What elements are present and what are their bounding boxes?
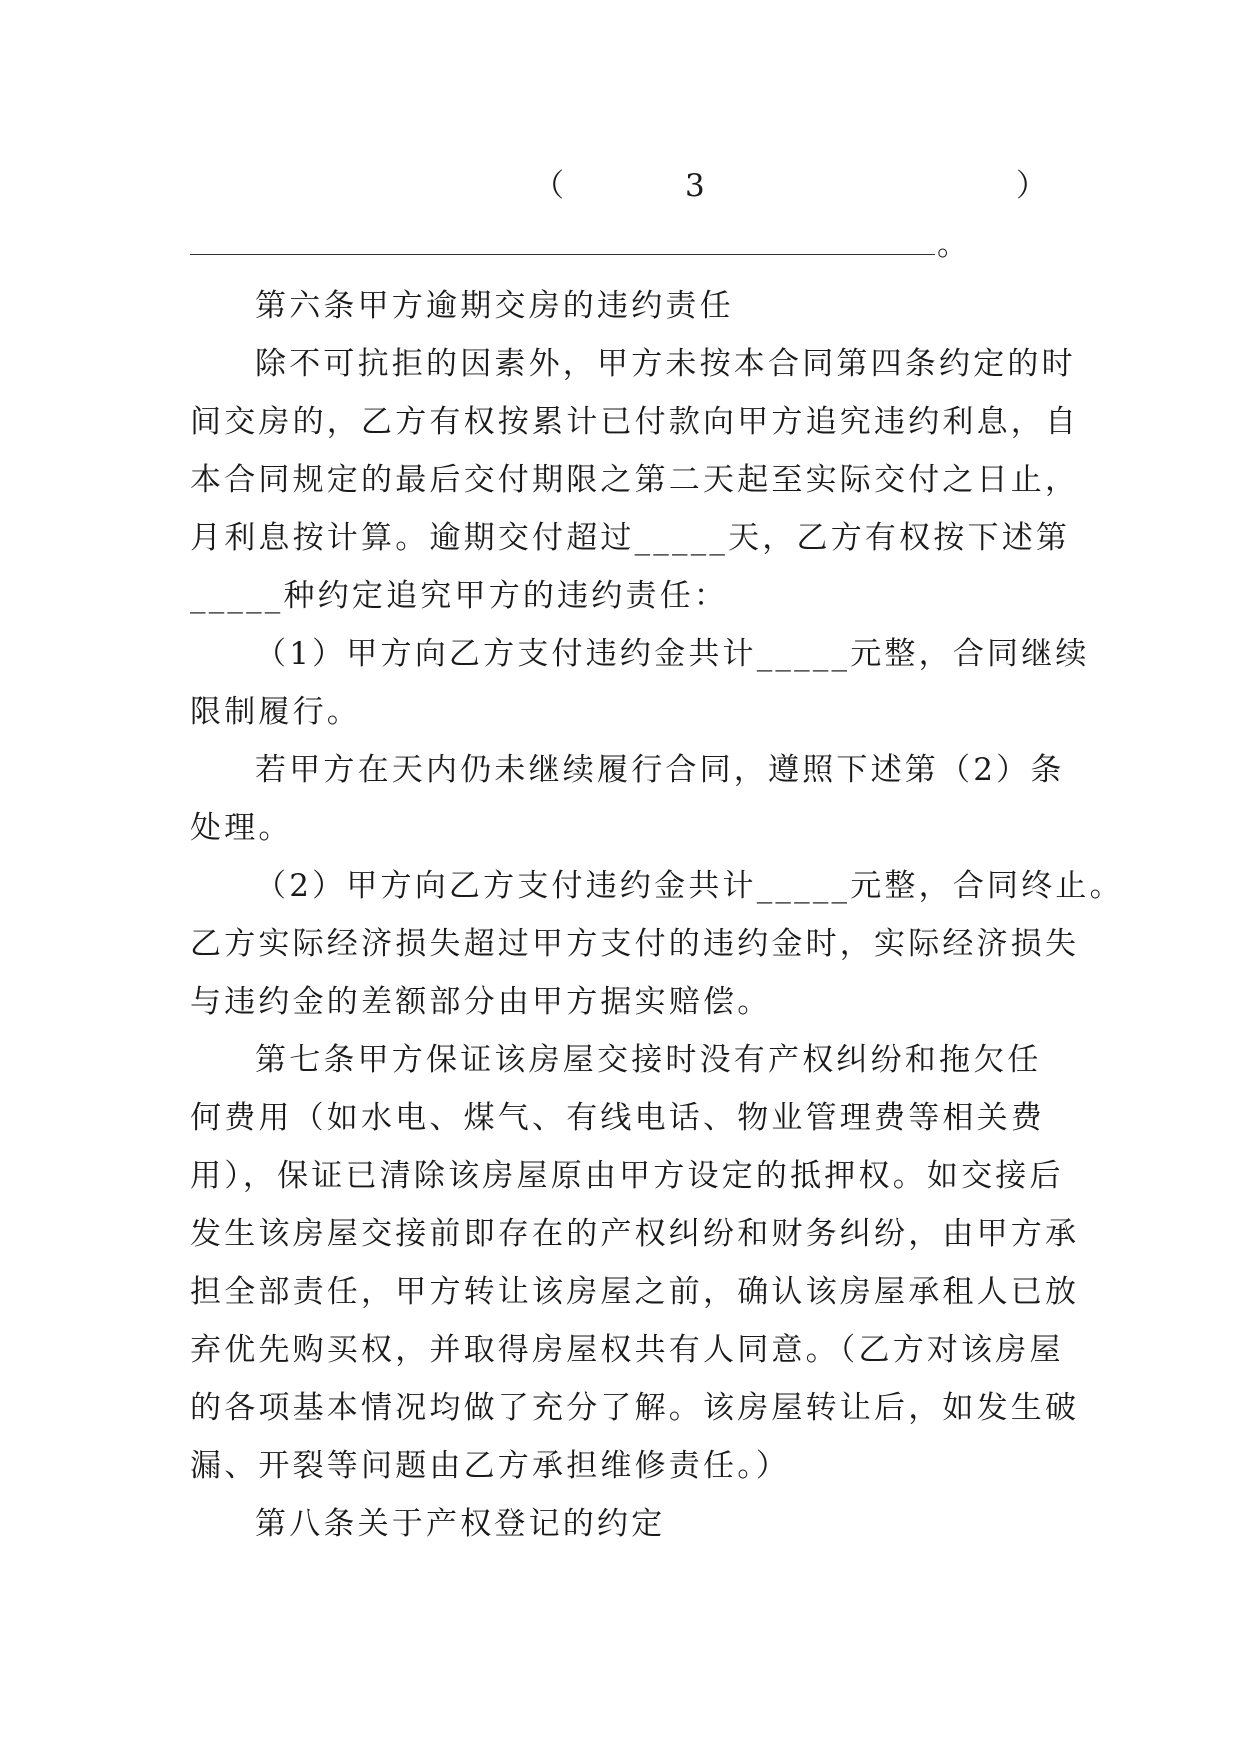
paragraph-line: 漏、开裂等问题由乙方承担维修责任。） [190, 1448, 791, 1484]
article-7-text: 第七条甲方保证该房屋交接时没有产权纠纷和拖欠任 [255, 1042, 1042, 1078]
clause-number: 3 [685, 168, 705, 204]
paragraph-line: 除不可抗拒的因素外，甲方未按本合同第四条约定的时 [255, 346, 1076, 382]
paragraph-line: _____种约定追究甲方的违约责任： [190, 578, 729, 614]
paragraph-line: 担全部责任，甲方转让该房屋之前，确认该房屋承租人已放 [190, 1274, 1080, 1310]
clause-number-row [190, 166, 1060, 206]
paragraph-line: 发生该房屋交接前即存在的产权纠纷和财务纠纷，由甲方承 [190, 1216, 1080, 1252]
paragraph-line: 弃优先购买权，并取得房屋权共有人同意。（乙方对该房屋 [190, 1332, 1064, 1368]
paragraph-line: 与违约金的差额部分由甲方据实赔偿。 [190, 984, 772, 1020]
fill-in-blank-line [190, 254, 935, 255]
paragraph-line: 何费用（如水电、煤气、有线电话、物业管理费等相关费 [190, 1100, 1045, 1136]
paragraph-line: 用），保证已清除该房屋原由甲方设定的抵押权。如交接后 [190, 1158, 1064, 1194]
fill-in-blank-row [190, 225, 1060, 265]
article-8-heading: 第八条关于产权登记的约定 [255, 1506, 666, 1542]
paragraph-line: 本合同规定的最后交付期限之第二天起至实际交付之日止， [190, 462, 1080, 498]
paragraph-line: （1）甲方向乙方支付违约金共计_____元整，合同继续 [255, 636, 1090, 672]
open-parenthesis: （ [533, 168, 564, 204]
paragraph-line: （2）甲方向乙方支付违约金共计_____元整，合同终止。 [255, 868, 1124, 904]
paragraph-line: 处理。 [190, 810, 293, 846]
paragraph-line: 限制履行。 [190, 694, 361, 730]
paragraph-line: 月利息按计算。逾期交付超过_____天，乙方有权按下述第 [190, 520, 1071, 556]
rule-end-mark: 。 [937, 227, 968, 263]
close-parenthesis: ） [1016, 168, 1047, 204]
paragraph-line: 若甲方在天内仍未继续履行合同，遵照下述第（2）条 [255, 752, 1065, 788]
paragraph-line: 乙方实际经济损失超过甲方支付的违约金时，实际经济损失 [190, 926, 1080, 962]
paragraph-line: 的各项基本情况均做了充分了解。该房屋转让后，如发生破 [190, 1390, 1080, 1426]
paragraph-line: 间交房的，乙方有权按累计已付款向甲方追究违约利息，自 [190, 404, 1080, 440]
article-6-heading: 第六条甲方逾期交房的违约责任 [255, 288, 734, 324]
